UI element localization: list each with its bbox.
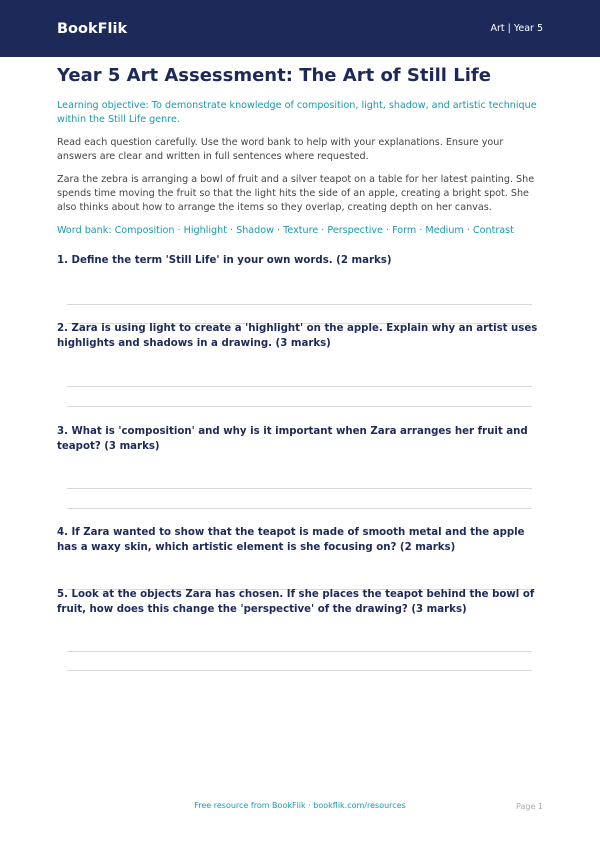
answer-line[interactable] <box>67 670 532 671</box>
scenario-text: Zara the zebra is arranging a bowl of fruit and a silver teapot on a table for her latest painting. She spends time moving the fruit so that the light hits the side of an apple, creating a bright spot. She also thinks about how to arrange the items so they overlap, creating depth on her canvas. <box>57 174 535 213</box>
page-title: Year 5 Art Assessment: The Art of Still Life <box>57 65 491 86</box>
question-1: 1. Define the term 'Still Life' in your own words. (2 marks) <box>57 255 392 266</box>
answer-line[interactable] <box>67 488 532 489</box>
learning-objective: Learning objective: To demonstrate knowledge of composition, light, shadow, and artistic technique within the Still Life genre. <box>57 100 537 125</box>
answer-line[interactable] <box>67 508 532 509</box>
question-3: 3. What is 'composition' and why is it important when Zara arranges her fruit and teapot? (3 marks) <box>57 426 528 452</box>
answer-line[interactable] <box>67 386 532 387</box>
page-number: Page 1 <box>516 802 543 811</box>
word-bank: Word bank: Composition · Highlight · Shadow · Texture · Perspective · Form · Medium · Contrast <box>57 225 514 236</box>
question-4: 4. If Zara wanted to show that the teapot is made of smooth metal and the apple has a waxy skin, which artistic element is she focusing on? (2 marks) <box>57 527 525 553</box>
instructions-text: Read each question carefully. Use the word bank to help with your explanations. Ensure your answers are clear and written in full sentences where requested. <box>57 137 504 162</box>
answer-line[interactable] <box>67 406 532 407</box>
subject-breadcrumb: Art | Year 5 <box>490 23 543 34</box>
brand-logo[interactable]: BookFlik <box>57 20 128 37</box>
answer-line[interactable] <box>67 304 532 305</box>
question-2: 2. Zara is using light to create a 'highlight' on the apple. Explain why an artist uses highlights and shadows in a drawing. (3 marks) <box>57 323 538 349</box>
worksheet-intro <box>57 63 543 238</box>
answer-line[interactable] <box>67 651 532 652</box>
footer-link[interactable]: Free resource from BookFlik · bookflik.com/resources <box>194 801 406 810</box>
question-5: 5. Look at the objects Zara has chosen. If she places the teapot behind the bowl of fruit, how does this change the 'perspective' of the drawing? (3 marks) <box>57 589 535 615</box>
page-header <box>0 0 600 57</box>
